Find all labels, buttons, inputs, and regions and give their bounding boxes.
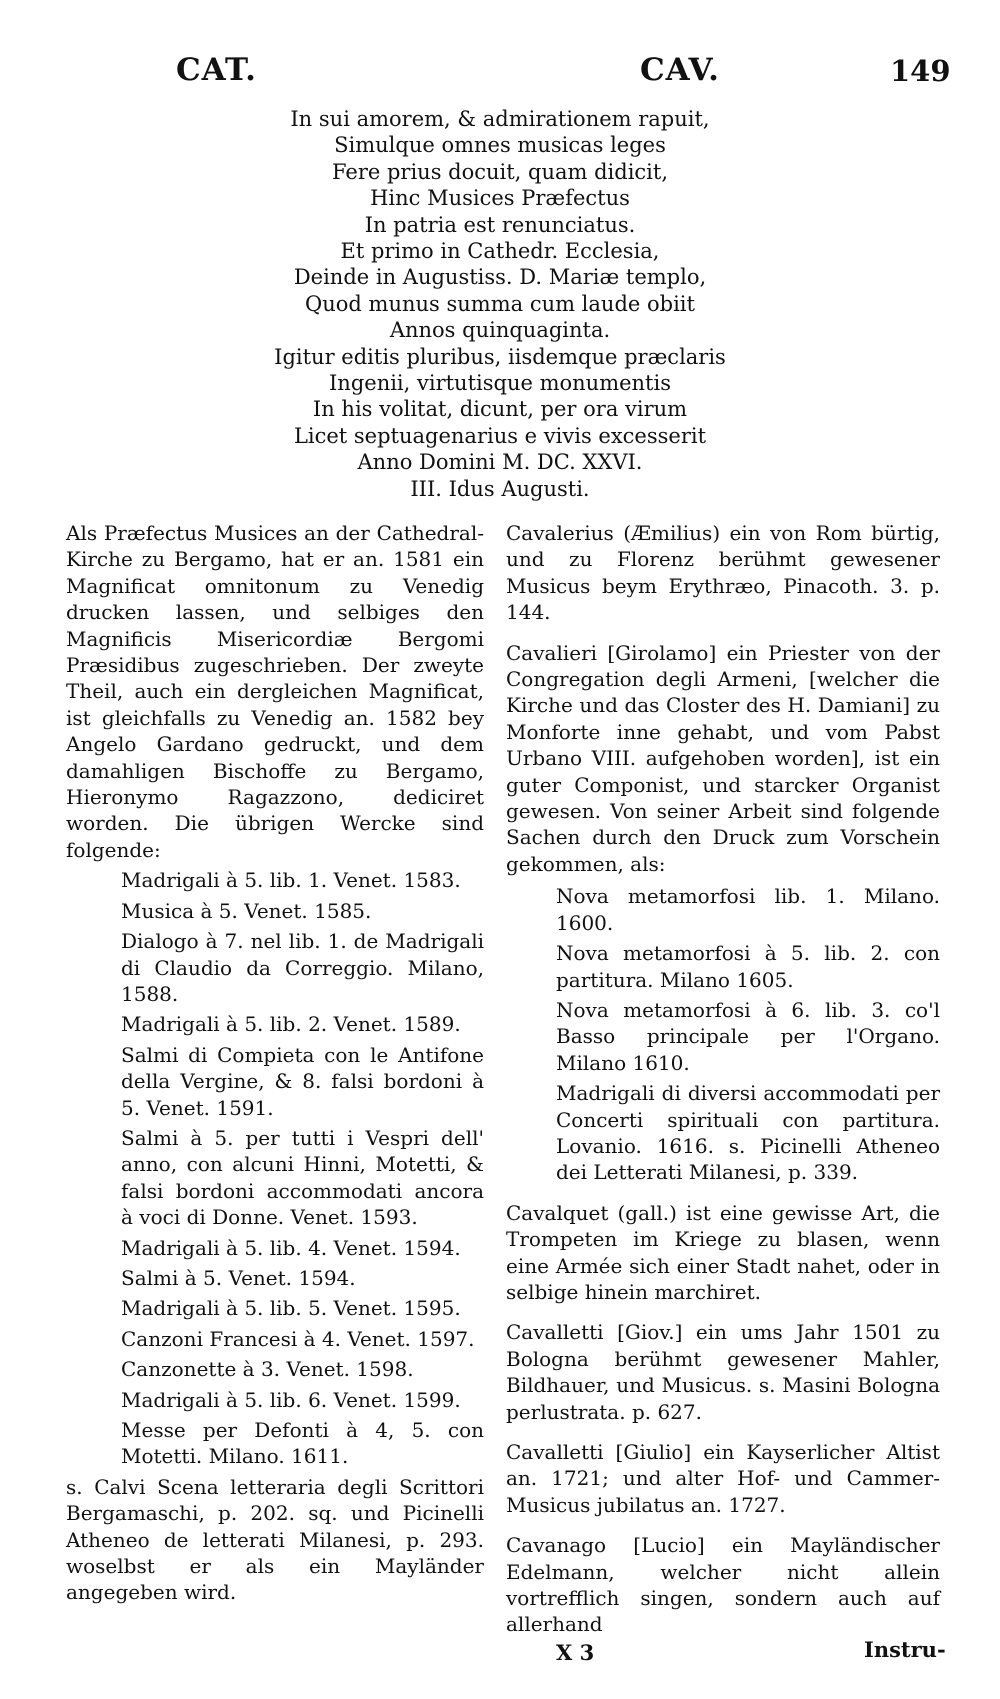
signature-mark: X 3 bbox=[556, 1640, 595, 1665]
work-item: Salmi di Compieta con le Antifone della Vergine, & 8. falsi bordoni à 5. Venet. 1591. bbox=[121, 1042, 484, 1120]
left-column bbox=[66, 520, 484, 1606]
running-header bbox=[0, 52, 1000, 102]
entry-cavanago: Cavanago [Lucio] ein Mayländischer Edelmann, welcher nicht allein vortrefflich singen, sondern auch auf allerhand bbox=[506, 1533, 940, 1637]
epitaph-line: Et primo in Cathedr. Ecclesia, bbox=[340, 239, 660, 264]
entry-cavalerius: Cavalerius (Æmilius) ein von Rom bürtig, und zu Florenz berühmt gewesener Musicus beym Erythræo, Pinacoth. 3. p. 144. bbox=[506, 521, 940, 625]
epitaph-line: In his volitat, dicunt, per ora virum bbox=[312, 397, 688, 422]
entry-cavalletti-giulio: Cavalletti [Giulio] ein Kayserlicher Altist an. 1721; und alter Hof- und Cammer-Musicus jubilatus an. 1727. bbox=[506, 1440, 940, 1517]
right-column bbox=[506, 520, 940, 1652]
epitaph-line: Igitur editis pluribus, iisdemque præclaris bbox=[274, 344, 726, 369]
work-item: Musica à 5. Venet. 1585. bbox=[121, 898, 372, 923]
work-item: Canzoni Francesi à 4. Venet. 1597. bbox=[121, 1326, 475, 1351]
epitaph-line: Quod munus summa cum laude obiit bbox=[305, 291, 695, 316]
work-item: Canzonette à 3. Venet. 1598. bbox=[121, 1357, 414, 1382]
work-item: Salmi à 5. Venet. 1594. bbox=[121, 1265, 356, 1290]
closing-paragraph: s. Calvi Scena letteraria degli Scrittori Bergamaschi, p. 202. sq. und Picinelli Atheneo de letterati Milanesi, p. 293. woselbst er als ein Mayländer angegeben wird. bbox=[66, 1474, 484, 1605]
epitaph-line: In patria est renunciatus. bbox=[364, 212, 636, 237]
work-item: Madrigali à 5. lib. 1. Venet. 1583. bbox=[121, 868, 461, 893]
epitaph-line: Deinde in Augustiss. D. Mariæ templo, bbox=[293, 265, 707, 290]
page-number: 149 bbox=[890, 54, 951, 88]
epitaph-line: Ingenii, virtutisque monumentis bbox=[329, 371, 671, 396]
epitaph-line: In sui amorem, & admirationem rapuit, bbox=[290, 107, 710, 131]
entry-cavalieri: Cavalieri [Girolamo] ein Priester von der Congregation degli Armeni, [welcher die Kirche und das Closter des H. Damiani] zu Monforte inne gehabt, und vom Pabst Urbano VIII. aufgehoben worden], ist ein guter Componist, und starcker Organist gewesen. Von seiner Arbeit sind folgende Sachen durch den Druck zum Vorschein gekommen, als: bbox=[506, 640, 940, 876]
work-item: Madrigali à 5. lib. 6. Venet. 1599. bbox=[121, 1387, 461, 1412]
entry-cavalletti-giov: Cavalletti [Giov.] ein ums Jahr 1501 zu Bologna berühmt gewesener Mahler, Bildhauer, und Musicus. s. Masini Bologna perlustrata. p. 627. bbox=[506, 1320, 940, 1424]
work-item: Madrigali à 5. lib. 4. Venet. 1594. bbox=[121, 1235, 461, 1260]
work-item: Nova metamorfosi à 6. lib. 3. co'l Basso principale per l'Organo. Milano 1610. bbox=[556, 997, 940, 1075]
work-item: Nova metamorfosi à 5. lib. 2. con partitura. Milano 1605. bbox=[556, 941, 940, 992]
epitaph-block bbox=[150, 106, 850, 502]
work-item: Nova metamorfosi lib. 1. Milano. 1600. bbox=[556, 884, 940, 935]
work-item: Madrigali à 5. lib. 2. Venet. 1589. bbox=[121, 1012, 461, 1037]
work-item: Messe per Defonti à 4, 5. con Motetti. Milano. 1611. bbox=[121, 1418, 484, 1469]
epitaph-line: Simulque omnes musicas leges bbox=[334, 133, 666, 158]
work-item: Dialogo à 7. nel lib. 1. de Madrigali di Claudio da Correggio. Milano, 1588. bbox=[121, 929, 484, 1006]
work-item: Madrigali di diversi accommodati per Concerti spirituali con partitura. Lovanio. 1616. s. Picinelli Atheneo dei Letterati Milanesi, p. 339. bbox=[556, 1081, 940, 1185]
work-item: Madrigali à 5. lib. 5. Venet. 1595. bbox=[121, 1296, 461, 1321]
entry-cavalquet: Cavalquet (gall.) ist eine gewisse Art, die Trompeten im Kriege zu blasen, wenn eine Armée sich einer Stadt nahet, oder in selbige hinein marchiret. bbox=[506, 1200, 940, 1304]
work-item: Salmi à 5. per tutti i Vespri dell' anno, con alcuni Hinni, Motetti, & falsi bordoni accommodati ancora à voci di Donne. Venet. 1593. bbox=[121, 1125, 484, 1230]
catchword: Instru- bbox=[864, 1637, 946, 1662]
epitaph-line: III. Idus Augusti. bbox=[410, 476, 590, 501]
epitaph-line: Hinc Musices Præfectus bbox=[370, 186, 630, 211]
header-left: CAT. bbox=[176, 52, 257, 88]
epitaph-line: Annos quinquaginta. bbox=[389, 318, 611, 343]
header-center: CAV. bbox=[640, 52, 720, 88]
epitaph-line: Anno Domini M. DC. XXVI. bbox=[357, 450, 643, 475]
epitaph-line: Fere prius docuit, quam didicit, bbox=[331, 159, 669, 184]
intro-paragraph: Als Præfectus Musices an der Cathedral-Kirche zu Bergamo, hat er an. 1581 ein Magnificat omnitonum zu Venedig drucken lassen, und selbiges den Magnificis Misericordiæ Bergomi Præsidibus zugeschrieben. Der zweyte Theil, auch ein dergleichen Magnificat, ist gleichfalls zu Venedig an. 1582 bey Angelo Gardano gedruckt, und dem damahligen Bischoffe zu Bergamo, Hieronymo Ragazzono, dediciret worden. Die übrigen Wercke sind folgende: bbox=[66, 521, 484, 862]
epitaph-line: Licet septuagenarius e vivis excesserit bbox=[293, 423, 707, 448]
